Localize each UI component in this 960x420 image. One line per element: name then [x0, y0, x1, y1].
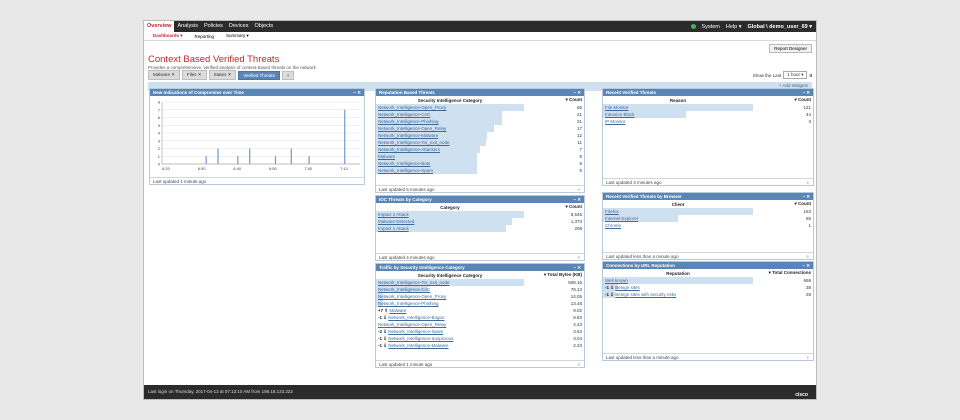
add-tab-button[interactable]: +: [282, 71, 295, 80]
y-tick-label: 3: [157, 138, 160, 144]
row-label-cell: [376, 321, 524, 328]
tab-states[interactable]: States ✕: [209, 70, 237, 80]
widget-title: Connections by URL Reputation: [606, 263, 675, 268]
table-row[interactable]: [376, 139, 584, 146]
chart-bar: [217, 149, 218, 165]
row-label-cell: [376, 111, 524, 118]
row-link[interactable]: Network_Intelligence-Open_Relay: [378, 126, 447, 131]
x-tick-label: 6:20: [162, 166, 170, 171]
col-header[interactable]: ▾ Total Connections: [768, 270, 811, 275]
table-row[interactable]: [376, 218, 584, 225]
widget-controls-icon[interactable]: − ✕: [802, 194, 810, 199]
rank-change: -2 ⇩: [378, 328, 389, 334]
row-label-cell: [376, 139, 524, 146]
widget-traffic: [375, 263, 585, 368]
table-row[interactable]: [376, 211, 584, 218]
cisco-logo: cisco: [795, 392, 808, 398]
time-range-control: [753, 71, 812, 79]
widget-controls-icon[interactable]: − ✕: [353, 90, 361, 95]
row-label-cell: [603, 118, 753, 125]
row-count: 8,545: [570, 212, 582, 217]
col-header[interactable]: ▾ Count: [794, 97, 811, 102]
table-row[interactable]: [376, 132, 584, 139]
row-link[interactable]: Firefox: [605, 209, 619, 214]
last-login-text: Last login on Thursday, 2017-04-13 at 07:13:10 AM from 198.18.133.222: [148, 389, 293, 394]
nav-devices[interactable]: Devices: [228, 23, 249, 29]
row-link[interactable]: Intrusion Block: [605, 112, 635, 117]
rank-change: -1 ⇩: [605, 291, 616, 297]
row-link[interactable]: Network_Intelligence-Open_Proxy: [378, 105, 447, 110]
row-count: 3: [808, 119, 811, 124]
chart-bar: [249, 149, 250, 165]
x-tick-label: 6:40: [233, 166, 242, 171]
top-right-menu: [691, 24, 816, 30]
row-link[interactable]: Network_Intelligence-Attackers: [378, 147, 441, 152]
search-icon[interactable]: ⌕: [806, 355, 809, 360]
row-count: 5: [579, 154, 582, 159]
table-row[interactable]: [603, 208, 813, 215]
url-rep-table: [603, 269, 813, 298]
row-link[interactable]: Malware: [378, 154, 396, 159]
row-count: 1,373: [570, 219, 582, 224]
row-link[interactable]: Network_Intelligence-Open_Relay: [378, 322, 447, 327]
row-link[interactable]: Network_Intelligence-Malware: [378, 133, 439, 138]
row-count: 66: [576, 105, 582, 110]
row-link[interactable]: Network_Intelligence-Spam: [378, 168, 434, 173]
col-header[interactable]: Client: [671, 201, 685, 207]
subnav-reporting[interactable]: Reporting: [194, 33, 215, 39]
row-link[interactable]: Network_Intelligence-Open_Proxy: [378, 294, 447, 299]
system-menu[interactable]: System: [701, 23, 720, 30]
footer-text: Last updated 1 minute ago: [153, 179, 207, 184]
row-link[interactable]: Network_Intelligence-Phishing: [378, 301, 439, 306]
show-last-label: Show the Last: [752, 72, 782, 78]
pause-icon[interactable]: II: [809, 72, 812, 78]
widget-footer: [150, 177, 364, 184]
table-row[interactable]: [376, 125, 584, 132]
widget-title: Recent Verified Threats by Browser: [606, 194, 682, 199]
rank-change: -1 ⇩: [378, 335, 389, 341]
row-count: 208: [574, 226, 582, 231]
search-icon[interactable]: ⌕: [577, 255, 580, 260]
row-label-cell: [603, 111, 753, 118]
row-link[interactable]: Benign sites: [615, 284, 640, 290]
search-icon[interactable]: ⌕: [577, 187, 580, 192]
widget-title: New Indications of Compromise over Time: [153, 90, 244, 95]
sub-nav-bar: [144, 32, 816, 41]
row-label-cell: [376, 104, 524, 111]
table-row[interactable]: [376, 153, 584, 160]
table-row[interactable]: [376, 342, 584, 349]
row-link[interactable]: Network_Intelligence-Tor_exit_node: [378, 140, 450, 145]
row-count: 21: [576, 119, 582, 124]
widget-header: [376, 264, 584, 271]
row-link[interactable]: Impact 1 Attack: [378, 226, 409, 231]
row-label-cell: [603, 222, 753, 229]
row-label-cell: [376, 167, 524, 174]
widget-header: [376, 196, 584, 203]
table-row[interactable]: [376, 286, 584, 293]
ioc-bar-chart: [150, 96, 364, 176]
rep-threats-table: [376, 96, 584, 174]
col-header[interactable]: Category: [440, 204, 460, 210]
search-icon[interactable]: ⌕: [577, 362, 580, 367]
row-link[interactable]: Chrome: [605, 223, 622, 228]
nav-analysis[interactable]: Analysis: [177, 23, 198, 29]
row-count: 5: [579, 168, 582, 173]
page-header: [144, 41, 816, 71]
footer-text: Last updated 1 minute ago: [379, 362, 433, 367]
table-row[interactable]: [376, 146, 584, 153]
table-row[interactable]: [376, 307, 584, 314]
row-link[interactable]: Network_Intelligence-Suspicious: [388, 335, 454, 341]
status-footer: [144, 385, 816, 399]
table-row[interactable]: [603, 291, 813, 298]
row-label-cell: [603, 284, 753, 291]
widget-title: Recent Verified Threats: [606, 90, 657, 95]
table-row[interactable]: [376, 321, 584, 328]
table-row[interactable]: [603, 284, 813, 291]
row-label-cell: [376, 160, 524, 167]
widget-ioc-category: [375, 195, 585, 261]
chart-bar: [344, 110, 345, 164]
chart-bar: [275, 156, 276, 164]
row-label-cell: [603, 277, 753, 284]
row-label-cell: [376, 279, 524, 286]
table-row[interactable]: [603, 111, 813, 118]
table-row[interactable]: [376, 167, 584, 174]
search-icon[interactable]: ⌕: [806, 180, 809, 185]
widget-footer: [376, 253, 584, 260]
row-link[interactable]: Network_Intelligence-Tor_exit_node: [378, 280, 450, 285]
widget-controls-icon[interactable]: − ✕: [573, 90, 581, 95]
row-label-cell: [376, 342, 524, 349]
rank-change: -1 ⇩: [378, 342, 389, 348]
chart-bar: [237, 156, 238, 164]
table-row[interactable]: [376, 118, 584, 125]
row-count: 121: [803, 105, 811, 110]
x-tick-label: 7:10: [340, 166, 348, 171]
chart-bar: [291, 149, 292, 165]
row-label-cell: [376, 286, 524, 293]
footer-text: Last updated 4 minutes ago: [379, 255, 435, 260]
table-row[interactable]: [603, 277, 813, 284]
row-label-cell: [376, 132, 524, 139]
row-link[interactable]: Malware: [389, 307, 407, 313]
page-subtitle: Provides a comprehensive, verified analysis of context-based threats on the network: [148, 65, 316, 70]
table-row[interactable]: [376, 314, 584, 321]
top-nav-bar: [144, 21, 816, 32]
x-tick-label: 7:00: [304, 166, 313, 171]
rank-change: +7 ⇧: [378, 307, 390, 313]
widget-controls-icon[interactable]: − ✕: [573, 265, 581, 270]
row-count: 28: [805, 292, 811, 297]
table-row[interactable]: [376, 279, 584, 286]
widget-title: Reputation Based Threats: [379, 90, 435, 95]
row-count: 4.43: [573, 322, 582, 327]
row-label-cell: [603, 104, 753, 111]
row-count: 11: [577, 140, 582, 145]
col-header[interactable]: Security Intelligence Category: [417, 272, 483, 278]
row-link[interactable]: Network_Intelligence-Phishing: [378, 119, 439, 124]
tab-verified-threats[interactable]: Verified Threats: [238, 71, 279, 80]
col-header[interactable]: Security Intelligence Category: [417, 97, 483, 103]
widget-header: [376, 89, 584, 96]
widget-header: [603, 262, 813, 269]
row-link[interactable]: Malware Detected: [378, 219, 415, 224]
table-row[interactable]: [376, 111, 584, 118]
row-label-cell: [376, 125, 524, 132]
row-count: 78.13: [570, 287, 582, 292]
row-count: 44: [805, 112, 811, 117]
app-window: [143, 20, 817, 400]
row-count: 1: [808, 223, 811, 228]
report-designer-button[interactable]: Report Designer: [769, 44, 812, 53]
chart-bar: [206, 156, 207, 164]
widget-footer: [376, 185, 584, 192]
row-link[interactable]: File Monitor: [605, 105, 629, 110]
widget-ioc-over-time: [149, 88, 365, 185]
help-menu[interactable]: Help ▾: [725, 23, 742, 30]
row-link[interactable]: Network_Intelligence-Malware: [388, 342, 449, 348]
row-count: 8.83: [573, 315, 582, 320]
nav-objects[interactable]: Objects: [254, 23, 274, 29]
ioc-category-table: [376, 203, 584, 232]
widget-url-reputation: [602, 261, 814, 361]
row-count: 163: [803, 209, 811, 214]
value-bar: [603, 208, 753, 215]
row-label-cell: [376, 314, 524, 321]
y-tick-label: 5: [157, 122, 160, 128]
row-link[interactable]: IP Monitor: [605, 119, 626, 124]
table-row[interactable]: [376, 293, 584, 300]
footer-text: Last updated 3 minutes ago: [606, 180, 662, 185]
table-row[interactable]: [376, 300, 584, 307]
row-label-cell: [376, 153, 524, 160]
widget-controls-icon[interactable]: − ✕: [573, 197, 581, 202]
y-tick-label: 2: [157, 146, 160, 151]
row-label-cell: [376, 146, 524, 153]
row-count: 508.16: [568, 280, 582, 285]
widget-recent-verified: [602, 88, 814, 186]
search-icon[interactable]: ⌕: [806, 254, 809, 259]
row-link[interactable]: Impact 2 Attack: [378, 212, 409, 217]
row-count: 5: [579, 161, 582, 166]
row-label-cell: [376, 225, 524, 232]
row-count: 12: [576, 133, 582, 138]
widget-header: [603, 89, 813, 96]
subnav-dashboards[interactable]: Dashboards ▾: [153, 33, 183, 38]
dashboard-tabs: [144, 71, 816, 80]
row-count: 3.63: [573, 329, 582, 334]
widget-header: [150, 89, 364, 96]
row-count: 9.02: [573, 308, 582, 313]
row-label-cell: [603, 215, 753, 222]
col-header[interactable]: ▾ Count: [565, 204, 582, 209]
x-tick-label: 6:30: [197, 166, 206, 171]
page-title: Context Based Verified Threats: [148, 54, 280, 65]
row-label-cell: [376, 328, 524, 335]
row-label-cell: [376, 300, 524, 307]
widget-footer: [603, 252, 813, 259]
rank-change: -1 ⇩: [378, 314, 389, 320]
row-count: 21: [576, 112, 582, 117]
row-count: 17: [576, 126, 582, 131]
row-count: 65: [805, 216, 811, 221]
row-link[interactable]: Network_Intelligence-CnC: [378, 287, 431, 292]
time-range-select[interactable]: 1 hour ▾: [783, 71, 807, 79]
chart-bar: [309, 156, 310, 164]
x-tick-label: 6:50: [268, 166, 277, 171]
y-tick-label: 6: [157, 115, 160, 120]
col-header[interactable]: Reputation: [666, 270, 690, 276]
recent-verified-table: [603, 96, 813, 125]
table-row[interactable]: [376, 104, 584, 111]
y-tick-label: 7: [157, 107, 160, 113]
footer-text: Last updated 5 minutes ago: [379, 187, 435, 192]
row-label-cell: [376, 118, 524, 125]
row-label-cell: [376, 211, 524, 218]
table-row[interactable]: [376, 160, 584, 167]
widget-by-browser: [602, 192, 814, 260]
table-row[interactable]: [603, 104, 813, 111]
footer-text: Last updated less than a minute ago: [606, 254, 679, 259]
user-menu[interactable]: Global \ demo_user_69 ▾: [747, 23, 812, 30]
table-row[interactable]: [603, 222, 813, 229]
row-link[interactable]: Network_Intelligence-Spam: [388, 328, 444, 334]
main-nav: [144, 21, 276, 32]
row-label-cell: [376, 335, 524, 342]
footer-text: Last updated less than a minute ago: [606, 355, 679, 360]
traffic-table: [376, 271, 584, 349]
row-link[interactable]: Network_Intelligence-Bots: [378, 161, 431, 166]
widget-title: Traffic by Security Intelligence Category: [379, 265, 465, 270]
tab-malware[interactable]: Malware ✕: [148, 70, 180, 80]
row-count: 3.04: [573, 336, 582, 341]
row-label-cell: [376, 293, 524, 300]
y-tick-label: 4: [157, 130, 160, 136]
row-label-cell: [376, 307, 524, 314]
table-row[interactable]: [376, 328, 584, 335]
table-row[interactable]: [376, 225, 584, 232]
col-header[interactable]: ▾ Count: [565, 97, 582, 102]
col-header[interactable]: ▾ Count: [794, 201, 811, 206]
widget-footer: [376, 360, 584, 367]
widget-header: [603, 193, 813, 200]
row-link[interactable]: Internet Explorer: [605, 216, 639, 221]
rank-change: -1 ⇩: [605, 284, 616, 290]
widget-footer: [603, 353, 813, 360]
browser-table: [603, 200, 813, 229]
health-status-icon[interactable]: [691, 24, 696, 29]
table-row[interactable]: [603, 215, 813, 222]
row-link[interactable]: Benign sites with security risks: [615, 291, 677, 297]
y-tick-label: 8: [157, 99, 160, 105]
table-row[interactable]: [376, 335, 584, 342]
row-label-cell: [603, 208, 753, 215]
row-count: 38: [805, 285, 811, 290]
table-row[interactable]: [603, 118, 813, 125]
y-tick-label: 1: [157, 153, 160, 159]
col-header[interactable]: ▾ Total Bytes (KB): [543, 272, 582, 277]
widget-reputation-threats: [375, 88, 585, 193]
row-count: 2.23: [573, 343, 582, 348]
widget-title: IOC Threats by Category: [379, 197, 432, 202]
row-count: 14.05: [570, 294, 582, 299]
row-count: 7: [579, 147, 582, 152]
nav-policies[interactable]: Policies: [203, 23, 223, 29]
subnav-summary[interactable]: Summary ▾: [226, 33, 249, 38]
row-label-cell: [603, 291, 753, 298]
row-label-cell: [376, 218, 524, 225]
y-tick-label: 0: [157, 161, 160, 167]
row-link[interactable]: Network_Intelligence-CnC: [378, 112, 431, 117]
widget-controls-icon[interactable]: − ✕: [802, 90, 810, 95]
widget-footer: [603, 178, 813, 185]
row-link[interactable]: Well known: [605, 278, 628, 283]
widget-controls-icon[interactable]: − ✕: [802, 263, 810, 268]
row-count: 699: [803, 278, 811, 283]
nav-overview[interactable]: Overview: [144, 21, 174, 32]
col-header[interactable]: Reason: [669, 97, 687, 103]
row-link[interactable]: Network_Intelligence-Bogon: [388, 314, 445, 320]
row-count: 13.48: [570, 301, 582, 306]
add-widgets-button[interactable]: + Add Widgets: [778, 83, 808, 88]
tab-files[interactable]: Files ✕: [182, 70, 207, 80]
